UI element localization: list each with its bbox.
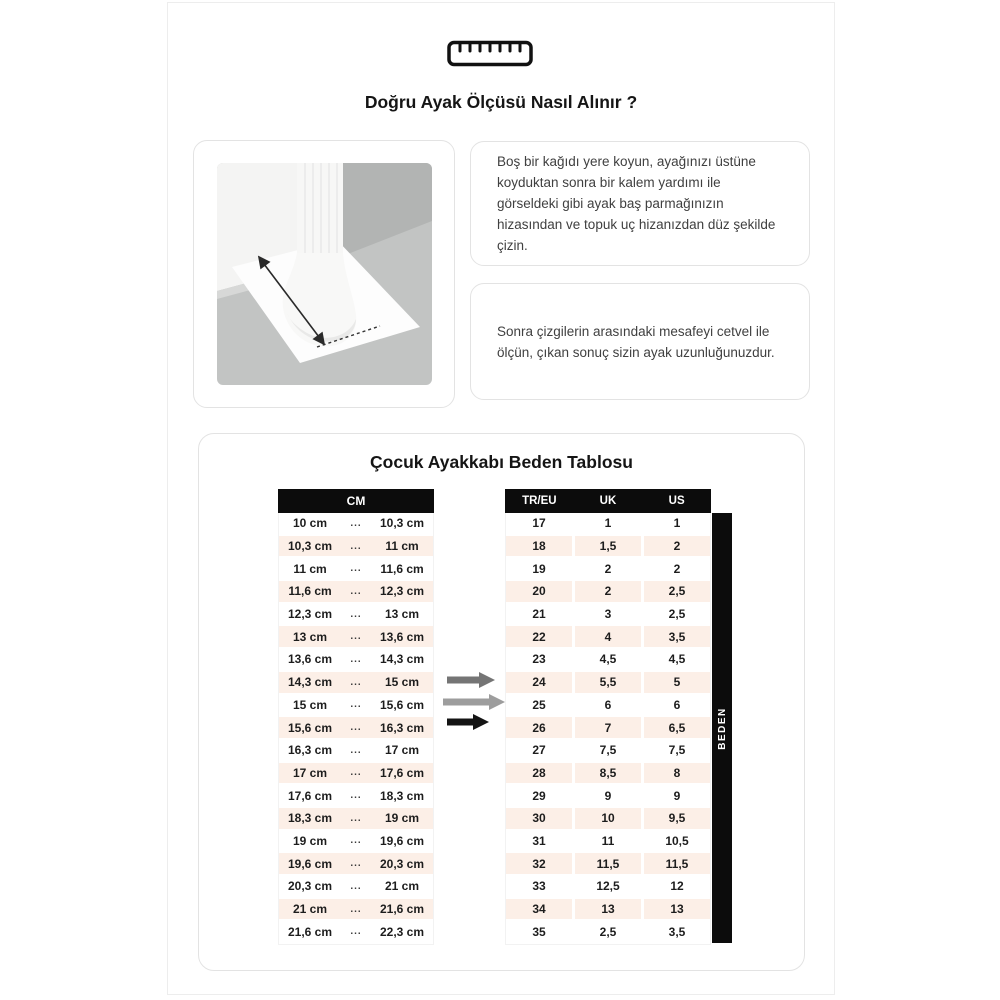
range-dots: ... [350,744,362,756]
size-table-row [506,536,710,559]
cm-range-to: 22,3 cm [379,924,425,939]
cm-range-to: 13 cm [384,607,420,622]
cm-table-row [279,740,433,763]
size-us: 4,5 [644,649,710,670]
size-uk: 10 [575,808,641,829]
cm-range-from: 14,3 cm [287,675,333,690]
cm-range-from: 17,6 cm [287,788,333,803]
size-us: 2,5 [644,581,710,602]
size-uk: 4 [575,626,641,647]
size-uk: 2 [575,581,641,602]
range-dots: ... [350,767,362,779]
size-column-header: UK [599,495,617,507]
size-uk: 4,5 [575,649,641,670]
size-tr-eu: 32 [506,853,572,874]
size-tr-eu: 21 [506,604,572,625]
cm-table-row [279,899,433,922]
cm-range-to: 16,3 cm [379,720,425,735]
cm-table-row [279,921,433,944]
cm-table-row [279,876,433,899]
cm-range-from: 19,6 cm [287,856,333,871]
size-tr-eu: 19 [506,558,572,579]
page-title: Doğru Ayak Ölçüsü Nasıl Alınır ? [364,92,638,112]
instruction-step-1-text: Boş bir kağıdı yere koyun, ayağınızı üstüne koyduktan sonra bir kalem yardımı ile görseldeki gibi ayak baş parmağınızın hizasından ve topuk uç hizanızdan düz şekilde çizin. [497,154,776,253]
cm-range-from: 15 cm [292,697,328,712]
range-dots: ... [350,722,362,734]
range-dots: ... [350,653,362,665]
size-table-body [505,513,711,945]
beden-side-label-text: BEDEN [716,706,728,750]
cm-range-to: 18,3 cm [379,788,425,803]
cm-table-row [279,558,433,581]
size-uk: 1 [575,513,641,534]
size-us: 3,5 [644,921,710,942]
size-uk: 2 [575,558,641,579]
size-table-row [506,672,710,695]
cm-range-to: 11 cm [385,539,419,554]
size-table-row [506,763,710,786]
size-uk: 12,5 [575,876,641,897]
cm-range-from: 18,3 cm [287,811,333,826]
conversion-arrows-icon [443,672,507,732]
cm-range-to: 15,6 cm [379,697,425,712]
cm-table-row [279,763,433,786]
size-tr-eu: 26 [506,717,572,738]
cm-range-from: 11,6 cm [288,584,332,599]
size-table-row [506,604,710,627]
cm-range-from: 21,6 cm [287,924,333,939]
size-column-header: TR/EU [522,495,557,507]
cm-range-to: 11,6 cm [380,561,424,576]
size-tr-eu: 27 [506,740,572,761]
size-us: 12 [644,876,710,897]
instruction-step-2 [470,283,810,400]
size-table-row [506,626,710,649]
cm-range-to: 10,3 cm [379,516,425,531]
cm-range-from: 10 cm [292,516,328,531]
size-table-row [506,717,710,740]
size-us: 11,5 [644,853,710,874]
size-us: 1 [644,513,710,534]
cm-table-row [279,604,433,627]
cm-range-to: 19,6 cm [379,833,425,848]
range-dots: ... [350,790,362,802]
range-dots: ... [350,631,362,643]
size-tr-eu: 28 [506,763,572,784]
cm-range-from: 13,6 cm [287,652,333,667]
size-us: 6,5 [644,717,710,738]
cm-range-to: 12,3 cm [379,584,425,599]
size-table-row [506,921,710,944]
size-table-row [506,876,710,899]
size-uk: 3 [575,604,641,625]
cm-range-from: 21 cm [292,902,328,917]
cm-range-to: 19 cm [384,811,420,826]
size-table-row [506,853,710,876]
size-table-row [506,695,710,718]
cm-table-row [279,649,433,672]
size-table-row [506,785,710,808]
size-table-row [506,558,710,581]
cm-range-to: 17 cm [384,743,420,758]
cm-table-body [278,513,434,945]
size-us: 2 [644,558,710,579]
cm-table-row [279,717,433,740]
range-dots: ... [350,835,362,847]
size-tr-eu: 22 [506,626,572,647]
size-tr-eu: 25 [506,695,572,716]
size-table-header [505,489,711,513]
size-us: 6 [644,695,710,716]
cm-range-to: 13,6 cm [379,629,425,644]
cm-table-header: CM [278,489,434,513]
cm-range-to: 20,3 cm [379,856,425,871]
size-uk: 13 [575,899,641,920]
cm-range-from: 12,3 cm [287,607,333,622]
size-table-row [506,649,710,672]
size-uk: 11 [575,831,641,852]
range-dots: ... [350,812,362,824]
size-uk: 7,5 [575,740,641,761]
range-dots: ... [350,563,362,575]
size-tr-eu: 31 [506,831,572,852]
cm-range-to: 21,6 cm [379,902,425,917]
size-table-row [506,581,710,604]
size-us: 7,5 [644,740,710,761]
cm-table-row [279,695,433,718]
size-uk: 7 [575,717,641,738]
size-uk: 2,5 [575,921,641,942]
size-uk: 1,5 [575,536,641,557]
cm-table-row [279,808,433,831]
cm-table-row [279,581,433,604]
size-us: 5 [644,672,710,693]
range-dots: ... [350,903,362,915]
size-tr-eu: 23 [506,649,572,670]
measurement-photo-card [193,140,455,408]
beden-side-label [712,513,732,943]
size-us: 9 [644,785,710,806]
range-dots: ... [350,517,362,529]
range-dots: ... [350,699,362,711]
cm-range-to: 17,6 cm [379,765,425,780]
range-dots: ... [350,585,362,597]
size-uk: 9 [575,785,641,806]
size-table-row [506,808,710,831]
cm-range-to: 21 cm [384,879,420,894]
size-table-row [506,899,710,922]
cm-range-from: 11 cm [293,561,327,576]
range-dots: ... [350,926,362,938]
cm-table-row [279,536,433,559]
size-table-row [506,513,710,536]
cm-range-from: 16,3 cm [287,743,333,758]
size-conversion-table [505,489,711,945]
cm-table-row [279,853,433,876]
size-chart-title: Çocuk Ayakkabı Beden Tablosu [370,452,633,472]
cm-range-from: 17 cm [292,765,328,780]
size-table-row [506,831,710,854]
range-dots: ... [350,880,362,892]
range-dots: ... [350,540,362,552]
cm-table [278,489,434,945]
size-table-row [506,740,710,763]
size-tr-eu: 17 [506,513,572,534]
size-uk: 6 [575,695,641,716]
cm-range-from: 13 cm [292,629,328,644]
size-tr-eu: 29 [506,785,572,806]
size-tr-eu: 34 [506,899,572,920]
foot-measurement-photo [217,163,432,385]
range-dots: ... [350,858,362,870]
cm-table-row [279,785,433,808]
size-tr-eu: 33 [506,876,572,897]
size-uk: 8,5 [575,763,641,784]
cm-range-from: 10,3 cm [287,539,333,554]
size-us: 2,5 [644,604,710,625]
size-us: 3,5 [644,626,710,647]
ruler-icon [447,40,533,67]
instruction-step-1 [470,141,810,266]
size-us: 13 [644,899,710,920]
size-us: 10,5 [644,831,710,852]
size-uk: 11,5 [575,853,641,874]
cm-table-row [279,513,433,536]
cm-range-from: 19 cm [292,833,328,848]
cm-range-to: 14,3 cm [379,652,425,667]
cm-table-row [279,831,433,854]
size-tr-eu: 18 [506,536,572,557]
instruction-step-2-text: Sonra çizgilerin arasındaki mesafeyi cetvel ile ölçün, çıkan sonuç sizin ayak uzunluğunuzdur. [497,323,775,360]
size-tr-eu: 24 [506,672,572,693]
cm-range-from: 20,3 cm [287,879,333,894]
size-us: 8 [644,763,710,784]
cm-table-row [279,626,433,649]
range-dots: ... [350,676,362,688]
size-uk: 5,5 [575,672,641,693]
cm-range-from: 15,6 cm [287,720,333,735]
size-tr-eu: 35 [506,921,572,942]
size-tr-eu: 30 [506,808,572,829]
size-tr-eu: 20 [506,581,572,602]
cm-table-row [279,672,433,695]
size-us: 2 [644,536,710,557]
cm-range-to: 15 cm [384,675,420,690]
range-dots: ... [350,608,362,620]
size-us: 9,5 [644,808,710,829]
size-column-header: US [668,495,685,507]
